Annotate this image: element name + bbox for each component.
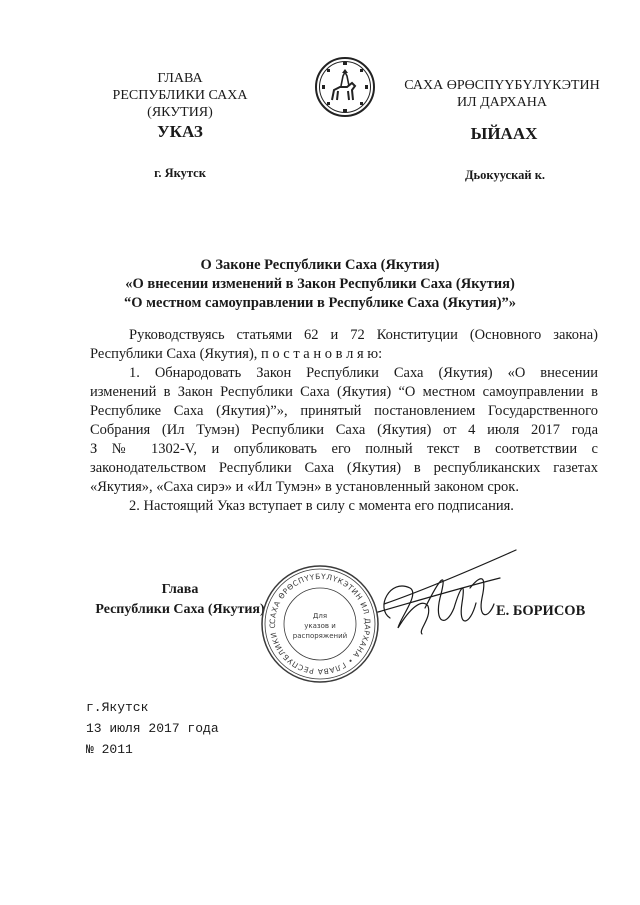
footer-number: № 2011 (86, 742, 133, 757)
header-left-line2: РЕСПУБЛИКИ САХА (ЯКУТИЯ) (112, 88, 248, 120)
coat-of-arms-emblem (314, 56, 376, 118)
footer-date: 13 июля 2017 года (86, 721, 219, 736)
body-line: 2. Настоящий Указ вступает в силу с момента его подписания. (129, 498, 514, 514)
signature-title-line1: Глава (161, 582, 199, 597)
header-left-city: г. Якутск (154, 166, 206, 180)
footer-city: г.Якутск (86, 700, 149, 715)
header-right-doc-type: ЫЙААХ (470, 124, 538, 143)
header-right-line2: ИЛ ДАРХАНА (456, 95, 547, 110)
title-line-1: О Законе Республики Саха (Якутия) (200, 257, 440, 273)
official-seal (258, 562, 382, 686)
document-title (90, 256, 550, 313)
header-right-block (392, 77, 612, 111)
signature-title-line2: Республики Саха (Якутия) (95, 602, 265, 617)
body-line: З № 1302-V, и опубликовать его полный текст в соответствии с (90, 441, 598, 457)
header-right-city: Дьокуускай к. (464, 168, 546, 182)
signature-title (90, 580, 270, 620)
document-body (90, 326, 598, 516)
emblem-icon (314, 56, 376, 118)
body-line: Собрания (Ил Тумэн) Республики Саха (Якутия) от 4 июля 2017 года (90, 422, 598, 438)
signatory-name: Е. БОРИСОВ (496, 603, 586, 619)
body-line: изменений в Закон Республики Саха (Якутия) “О местном самоуправлении в (90, 384, 598, 400)
seal-ring-text: САХА ӨРӨСПҮҮБҮЛҮКЭТИН ИЛ ДАРХАНА • ГЛАВА РЕСПУБЛИКИ С (267, 571, 373, 677)
document-footer (86, 697, 219, 760)
header-left-block (80, 70, 280, 121)
header-left-doc-type: УКАЗ (157, 122, 203, 141)
body-line: Республики Саха (Якутия), п о с т а н о в л я ю: (90, 346, 383, 362)
body-line: 1. Обнародовать Закон Республики Саха (Якутия) «О внесении (129, 365, 598, 381)
signature-icon (370, 548, 520, 648)
title-line-3: “О местном самоуправлении в Республике Саха (Якутия)”» (123, 295, 517, 311)
handwritten-signature (370, 548, 520, 648)
header-left-line1: ГЛАВА (157, 71, 203, 86)
body-line: законодательством Республики Саха (Якутия) в республиканских газетах (90, 460, 598, 476)
seal-center-3: распоряжений (292, 632, 348, 640)
body-line: «Якутия», «Саха сирэ» и «Ил Тумэн» в установленный законом срок. (90, 479, 519, 495)
body-line: Руководствуясь статьями 62 и 72 Конституции (Основного закона) (129, 327, 598, 343)
seal-center-1: Для (312, 612, 328, 620)
header-right-line1: САХА ӨРӨСПҮҮБҮЛҮКЭТИН (404, 78, 600, 93)
seal-center-2: указов и (304, 622, 336, 630)
body-line: Республике Саха (Якутия)”», принятый постановлением Государственного (90, 403, 598, 419)
seal-icon (258, 562, 382, 686)
title-line-2: «О внесении изменений в Закон Республики Саха (Якутия) (125, 276, 515, 292)
